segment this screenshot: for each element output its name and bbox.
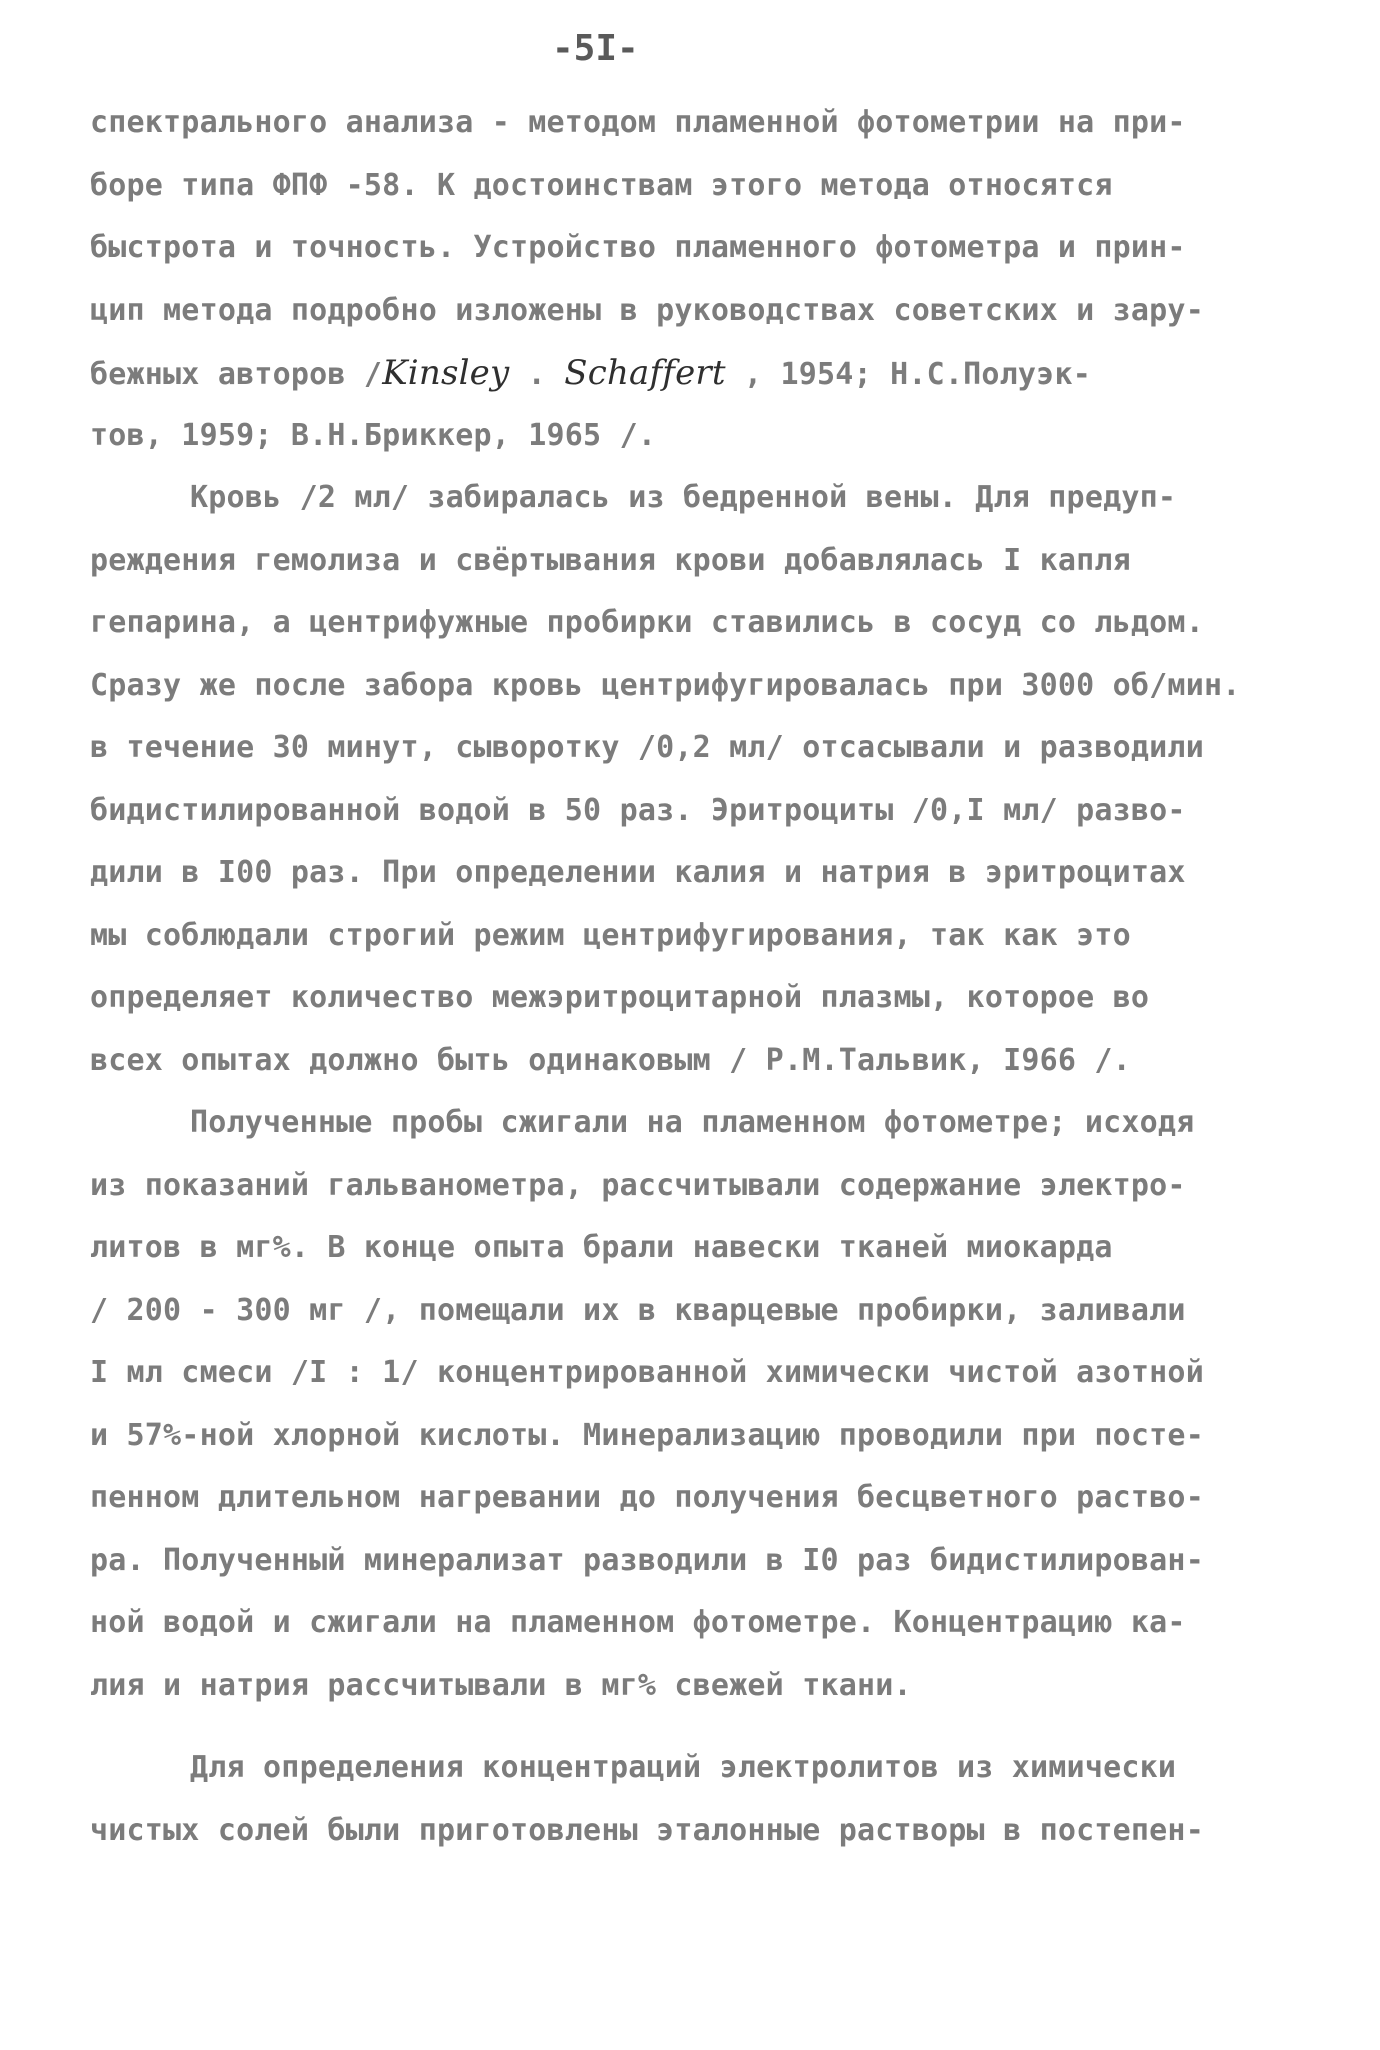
text-line: Сразу же после забора кровь центрифугировалась при 3000 об/мин. <box>90 667 1241 703</box>
text-segment: . <box>509 357 565 392</box>
text-line: всех опытах должно быть одинаковым / Р.М.Тальвик, I966 /. <box>90 1042 1131 1078</box>
text-line: чистых солей были приготовлены эталонные растворы в постепен- <box>90 1812 1204 1848</box>
text-line: бидистилированной водой в 50 раз. Эритроциты /0,I мл/ разво- <box>90 792 1186 828</box>
body-text <box>90 92 1330 1862</box>
text-line: тов, 1959; В.Н.Бриккер, 1965 /. <box>90 417 657 453</box>
text-line: ра. Полученный минерализат разводили в I0 раз бидистилирован- <box>90 1542 1204 1578</box>
text-line: литов в мг%. В конце опыта брали навески тканей миокарда <box>90 1230 1113 1265</box>
paragraph <box>90 92 1330 467</box>
text-segment: , 1954; Н.С.Полуэк- <box>725 357 1091 392</box>
text-line: гепарина, а центрифужные пробирки ставились в сосуд со льдом. <box>90 605 1204 640</box>
paragraph <box>90 467 1330 1092</box>
text-line: определяет количество межэритроцитарной плазмы, которое во <box>90 980 1150 1015</box>
text-line: Для определения концентраций электролитов из химически <box>190 1750 1177 1785</box>
text-line: ной водой и сжигали на пламенном фотометре. Концентрацию ка- <box>90 1605 1186 1640</box>
text-line: из показаний гальванометра, рассчитывали содержание электро- <box>90 1167 1186 1203</box>
text-line: спектрального анализа - методом пламенной фотометрии на при- <box>90 105 1186 140</box>
text-line: реждения гемолиза и свёртывания крови добавлялась I капля <box>90 542 1131 578</box>
text-line: пенном длительном нагревании до получения бесцветного раство- <box>90 1480 1204 1515</box>
text-line: боре типа ФПФ -58. К достоинствам этого метода относятся <box>90 167 1113 203</box>
handwritten-author-schaffert: Schaffert <box>564 353 726 393</box>
paragraph-gap <box>90 1717 1330 1737</box>
text-line: Полученные пробы сжигали на пламенном фотометре; исходя <box>190 1105 1195 1140</box>
text-line: дили в I00 раз. При определении калия и натрия в эритроцитах <box>90 855 1186 890</box>
text-line: в течение 30 минут, сыворотку /0,2 мл/ отсасывали и разводили <box>90 730 1204 765</box>
text-line: и 57%-ной хлорной кислоты. Минерализацию проводили при посте- <box>90 1417 1204 1453</box>
text-line: лия и натрия рассчитывали в мг% свежей ткани. <box>90 1667 912 1703</box>
text-line: / 200 - 300 мг /, помещали их в кварцевые пробирки, заливали <box>90 1292 1186 1328</box>
text-line: цип метода подробно изложены в руководствах советских и зару- <box>90 292 1204 328</box>
text-line: Кровь /2 мл/ забиралась из бедренной вены. Для предуп- <box>190 480 1177 515</box>
page-number: -5I- <box>552 28 639 69</box>
text-line: мы соблюдали строгий режим центрифугирования, так как это <box>90 917 1131 953</box>
text-segment: бежных авторов / <box>90 357 383 392</box>
text-line: быстрота и точность. Устройство пламенного фотометра и прин- <box>90 230 1186 265</box>
paragraph <box>90 1092 1330 1717</box>
text-line: I мл смеси /I : 1/ концентрированной химически чистой азотной <box>90 1355 1204 1390</box>
handwritten-author-kinsley: Kinsley <box>382 353 510 393</box>
text-line-with-handwriting <box>90 342 1330 405</box>
paragraph <box>90 1737 1330 1862</box>
